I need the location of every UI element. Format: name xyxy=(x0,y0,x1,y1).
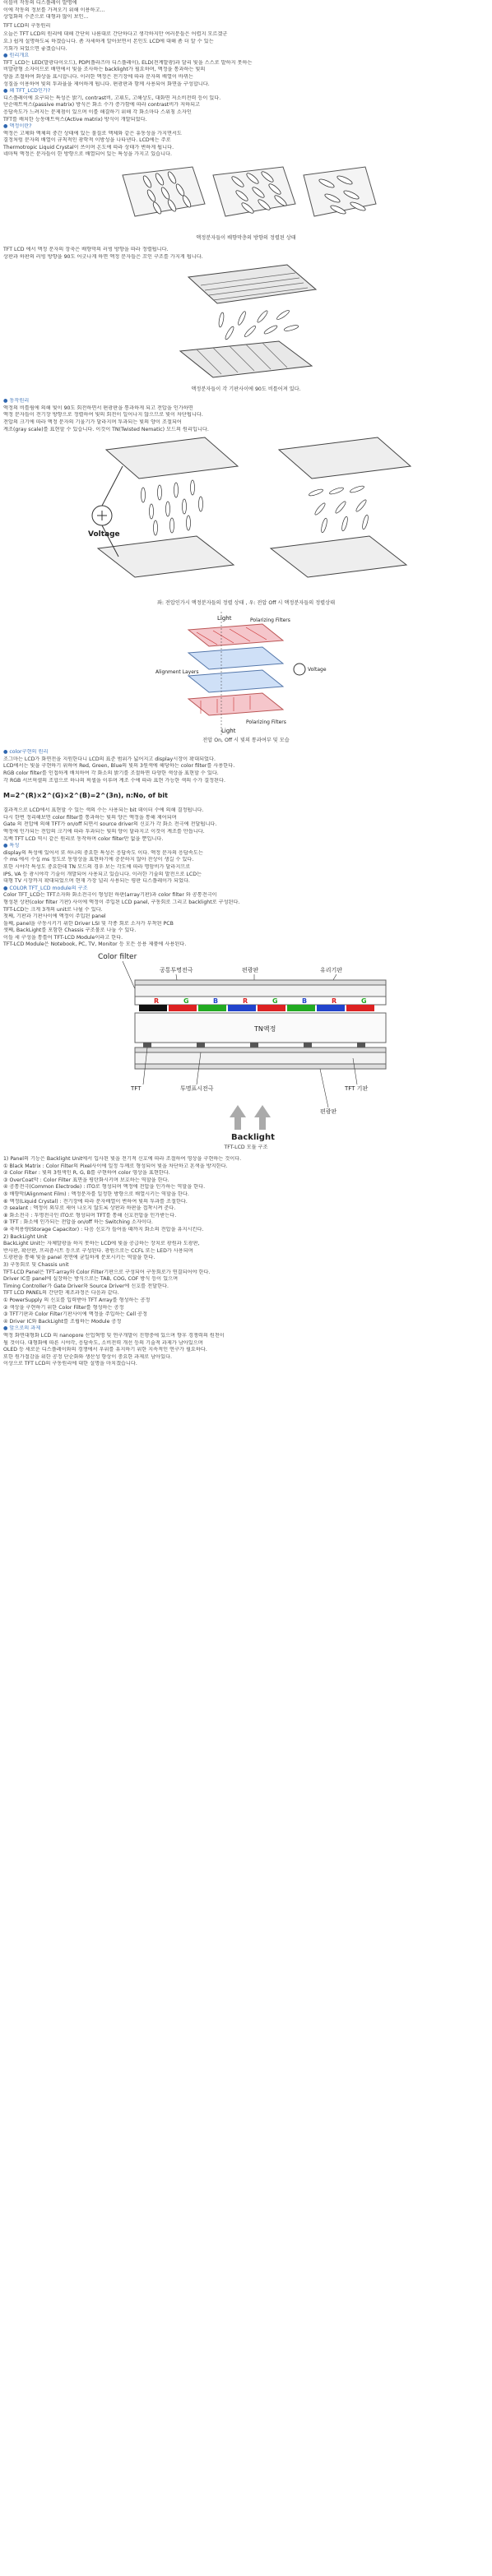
text-line: TFT_LCD는 LED(발광다이오드), PDP(플라즈마 디스플레이), ELD(전계발광)과 달리 빛을 스스로 발하지 못하는 xyxy=(3,59,253,66)
text-line: ⑦ sealant : 액정이 외부로 새어 나오지 않도록 상판과 하판을 접착시켜 준다. xyxy=(3,1205,176,1212)
text-line: TFT-LCD는 크게 3개의 unit로 나뉠 수 있다. xyxy=(3,906,103,913)
text-line: 응답속도가 느려지는 문제점이 있으며 이를 해결하기 위해 각 화소마다 스위칭 소자인 xyxy=(3,109,192,115)
text-line: 단순매트릭스(passive matrix) 방식은 화소 수가 증가함에 따라 contrast비가 저하되고 xyxy=(3,102,201,109)
pixel-electrode-label: 투명표시전극 xyxy=(180,1085,214,1093)
text-line: 디스플레이에 요구되는 특성은 밝기, contrast비, 고휘도, 고해상도, 대화면 저소비전력 등이 있다. xyxy=(3,95,221,101)
paragraph-feature xyxy=(0,850,492,886)
paragraph-future xyxy=(0,1333,492,1368)
text-line: 액정은 고체와 액체의 중간 상태에 있는 물질로 액체와 같은 유동성을 가지면서도 xyxy=(3,130,182,136)
paragraph-principle xyxy=(0,60,492,88)
text-line: ③ TFT기판과 Color Filter기판사이에 액정을 주입하는 Cell 공정 xyxy=(3,1311,147,1318)
text-line: 흑백 TFT LCD 역시 같은 원리로 동작하며 color filter만 없을 뿐입니다. xyxy=(3,835,164,842)
section-heading-color: ● color구현의 원리 xyxy=(3,749,49,756)
rgb-label: R xyxy=(154,997,160,1006)
polarizing-top-label: Polarizing Filters xyxy=(250,617,290,624)
section-heading-operation: ● 동작원리 xyxy=(3,398,30,405)
section-heading-pcb: 3) 구동회로 및 Chassis unit xyxy=(3,1261,69,1268)
paragraph-twist xyxy=(0,247,492,261)
text-line: 대형 TV 시장까지 확대되었으며 현재 가장 널리 사용되는 평판 디스플레이가 되었다. xyxy=(3,878,190,885)
text-line: 액정의 비틀림에 의해 빛이 90도 회전하면서 편광판을 통과하게 되고 전압을 인가하면 xyxy=(3,405,193,411)
text-line: Thermotropic Liquid Crystal이 쓰이며 온도에 따라 상태가 변하게 됩니다. xyxy=(3,144,174,150)
text-line: ⑩ 축적용량(Storage Capacitor) : 다음 신호가 들어올 때까지 화소의 전압을 유지시킨다. xyxy=(3,1227,204,1233)
text-line: TFT-LCD Panel은 TFT-array와 Color Filter기판으로 구성되어 구동회로가 연결되어야 한다. xyxy=(3,1269,211,1275)
alignment-plate-2 xyxy=(213,167,295,216)
text-line: 조그마는 LCD가 화면전을 지원한다니 LCD의 표준 범위가 넓어지고 display시장이 확대되었다. xyxy=(3,756,216,762)
text-line: 액정 화면대형화 LCD 의 nanopore 산업혁명 및 연구개발이 진행중에 있으며 향후 경쟁력의 원천이 xyxy=(3,1332,225,1339)
text-line: 이상으로 TFT LCD의 구동원리에 대한 설명을 마치겠습니다. xyxy=(3,1361,137,1367)
text-line: 또한 시야각 특성도 중요한데 TN 모드의 경우 보는 각도에 따라 명암비가 달라지므로 xyxy=(3,863,191,870)
polarizer-top-label: 편광판 xyxy=(242,967,259,974)
text-line: 상판과 하판의 러빙 방향을 90도 어긋나게 하면 액정 분자들은 꼬인 구조를 가지게 됩니다. xyxy=(3,253,203,260)
figure-caption-voltage: 좌: 전압인가시 액정분자들의 정렬 상태 , 우: 전압 Off 시 액정분자들의 정렬상태 xyxy=(156,600,336,607)
figure-caption-twisted: 액정분자들이 각 기판사이에 90도 비틀어져 있다. xyxy=(191,386,301,393)
section-heading-future: ● 앞으로의 과제 xyxy=(3,1325,41,1332)
text-line: ③ OverCoat막 : Color Filter 표면을 평탄화시키며 보호하는 역할을 한다. xyxy=(3,1177,169,1183)
text-line: LCD에서는 빛을 구현하기 위하여 Red, Green, Blue의 빛의 3원색에 해당하는 color filter를 사용한다. xyxy=(3,763,235,770)
text-line: ② 색상을 구현하기 위한 Color Filter를 형성하는 공정 xyxy=(3,1304,124,1311)
tft-elements xyxy=(143,1043,365,1048)
text-line: 결과적으로 LCD에서 표현할 수 있는 색의 수는 사용되는 bit 데이터 수에 의해 결정됩니다. xyxy=(3,807,204,814)
text-line: 양을 조절하여 화상을 표시합니다. 이러한 액정은 전기장에 따라 분자의 배열이 바뀌는 xyxy=(3,73,193,80)
rgb-label: G xyxy=(272,997,278,1006)
rgb-label: B xyxy=(213,997,219,1006)
polarizing-filters-figure xyxy=(139,612,353,735)
section-heading-liquid-crystal: ● 액정이란? xyxy=(3,123,32,130)
text-line: ⑥ 액정(Liquid Crystal) : 전기장에 따라 분자배열이 변하여 빛의 투과를 조절한다. xyxy=(3,1198,188,1205)
lc-layer-label: TN액정 xyxy=(254,1025,276,1034)
intro-line: 이블비 작동의 디스플레이 발명에 xyxy=(3,0,77,6)
text-line: 결정처럼 분자의 배열이 규칙적인 광학적 이방성을 나타낸다. LCD에는 주로 xyxy=(3,137,171,144)
text-line: ② Color Filter : 빛의 3원색인 R, G, B를 구현하여 color 영상을 표현한다. xyxy=(3,1170,170,1177)
section-heading-principle: ● 원리개요 xyxy=(3,53,30,59)
figure-caption-polarizing: 전압 On, Off 시 빛의 통과여부 및 모습 xyxy=(202,738,290,744)
text-line: 첫째, 기판과 기판사이에 액정이 주입된 panel xyxy=(3,913,106,920)
text-line: Driver IC를 panel에 실장하는 방식으로는 TAB, COG, COF 방식 등이 있으며 xyxy=(3,1276,179,1283)
intro-line: 이에 작동의 정보를 가져오기 위해 이용하고... xyxy=(3,7,105,13)
text-line: 비발광형 소자이므로 배면에서 빛을 조사하는 backlight가 필요하며, 액정을 통과하는 빛의 xyxy=(3,67,206,73)
text-line: TFT-LCD Module은 Notebook, PC, TV, Monitor 등 모든 응용 제품에 사용된다. xyxy=(3,941,187,948)
rgb-label: R xyxy=(332,997,337,1006)
paragraph-pcb xyxy=(0,1270,492,1326)
cross-section xyxy=(135,980,386,1069)
text-line: display의 특성에 있어서 또 하나의 중요한 특성은 응답속도 이다. 액정 분자의 응답속도는 xyxy=(3,849,203,856)
figure-caption-alignment: 액정분자들이 배향막층의 방향의 정렬된 상태 xyxy=(196,235,296,242)
paragraph-why xyxy=(0,95,492,123)
text-line: 반사판, 확산판, 프리즘시트 등으로 구성된다. 광원으로는 CCFL 또는 LED가 사용되며 xyxy=(3,1247,193,1254)
rgb-label: B xyxy=(302,997,308,1006)
common-electrode-label: 공통투명전극 xyxy=(160,967,193,974)
voltage-on-off-figure xyxy=(73,433,419,598)
text-line: 1) Panel의 기능은 Backlight Unit에서 입사된 빛을 전기적 신호에 따라 조절하여 영상을 구현하는 것이다. xyxy=(3,1156,242,1163)
rgb-label: R xyxy=(243,997,248,1006)
text-line: TFT를 배치한 능동매트릭스(Active matrix) 방식이 개발되었다. xyxy=(3,116,147,123)
text-line: ① Black Matrix : Color Filter의 Pixel사이에 일정 두께로 형성되어 빛을 차단하고 혼색을 방지한다. xyxy=(3,1163,228,1169)
page-title: TFT LCD의 구동원리 xyxy=(3,22,51,29)
voltage-off-stack xyxy=(271,437,411,577)
text-line: 액정 분자들이 전기장 방향으로 정렬하여 빛의 회전이 일어나지 않으므로 빛이 차단됩니다. xyxy=(3,412,203,419)
alignment-plate-1 xyxy=(123,167,205,216)
alignment-layer-figure xyxy=(114,159,378,233)
intro-block xyxy=(0,0,492,21)
module-structure-figure xyxy=(73,949,419,1142)
section-heading-module: ● COLOR TFT_LCD module의 구조 xyxy=(3,885,88,891)
paragraph-module xyxy=(0,892,492,949)
rgb-label: G xyxy=(361,997,367,1006)
text-line: 이들 세 구성을 통틀어 TFT-LCD Module이라고 한다. xyxy=(3,934,123,941)
text-line: 될 것이다. 대형화에 따른 시야각, 응답속도, 소비전력 개선 등의 기술적 과제가 남아있으며 xyxy=(3,1339,203,1346)
text-line: 오늘은 TFT LCD의 원리에 대해 간단히 나름대로 간단하다고 생각하지만 여러분들은 어렵지 모르겠군 xyxy=(3,31,228,38)
twisted-layers-figure xyxy=(164,261,328,384)
text-line: TFT LCD 에서 액정 분자의 장축은 배향막의 러빙 방향을 따라 정렬됩니다. xyxy=(3,247,169,253)
polarizer-bottom-label: 편광판 xyxy=(320,1108,337,1116)
text-line: RGB color filter를 인접하게 배치하여 각 화소의 밝기를 조절하면 다양한 색상을 표현할 수 있다. xyxy=(3,770,219,776)
text-line: 형성된 상판(color filter 기판) 사이에 액정이 주입된 LCD panel, 구동회로 그리고 backlight로 구성된다. xyxy=(3,899,240,905)
text-line: IPS, VA 등 광시야각 기술이 개발되어 사용되고 있습니다. 이러한 기술의 발전으로 LCD는 xyxy=(3,871,202,877)
text-line: 둘째, panel을 구동시키기 위한 Driver LSI 및 각종 회로 소자가 부착된 PCB xyxy=(3,920,174,927)
text-line: 성질을 이용하여 빛의 투과율을 제어하게 됩니다. 편광판과 함께 사용되어 화면을 구성합니다. xyxy=(3,81,210,87)
text-line: Timing Controller가 Gate Driver와 Source Driver에 신호를 전달한다. xyxy=(3,1283,169,1289)
paragraph-operation xyxy=(0,405,492,433)
text-line: 전압의 크기에 따라 액정 분자의 기울기가 달라지며 투과되는 빛의 양이 조절되어 xyxy=(3,419,182,426)
text-line: ① PowerSupply 의 신호를 입력받아 TFT Array를 형성하는 공정 xyxy=(3,1297,151,1303)
filter-stack xyxy=(188,612,283,735)
section-heading-why: ● 왜 TFT_LCD인가? xyxy=(3,88,51,95)
text-line: ⑨ TFT : 화소에 인가되는 전압을 on/off 하는 Switching 소자이다. xyxy=(3,1219,153,1226)
color-filter-label: Color filter xyxy=(98,953,137,962)
polarizing-bottom-label: Polarizing Filters xyxy=(246,719,286,726)
text-line: OLED 등 새로운 디스플레이와의 경쟁에서 우위를 유지하기 위한 지속적인 연구가 필요하다. xyxy=(3,1347,207,1353)
text-line: ⑧ 화소전극 : 투명전극인 ITO로 형성되며 TFT를 통해 신호전압을 인가받는다. xyxy=(3,1212,177,1219)
alignment-label: Alignment Layers xyxy=(155,669,199,676)
text-line: 네마틱 액정은 분자들이 한 방향으로 배열되어 있는 특성을 가지고 있습니다. xyxy=(3,151,172,158)
text-line: 기회가 되었으면 좋겠습니다. xyxy=(3,45,67,52)
glass-substrate-label: 유리기판 xyxy=(320,967,343,974)
text-line: ④ 공통전극(Common Electrode) : ITO로 형성되며 액정에 전압을 인가하는 역할을 한다. xyxy=(3,1184,206,1191)
figure-caption-module: TFT-LCD 모듈 구조 xyxy=(224,1145,268,1151)
text-line: Color TFT_LCD는 TFT소자와 화소전극이 형성된 하판(array기판)과 color filter 와 공통전극이 xyxy=(3,892,217,899)
paragraph-intro xyxy=(0,31,492,53)
voltage-on-stack xyxy=(88,437,238,577)
rgb-label: G xyxy=(183,997,189,1006)
text-line: Gate 의 전압에 의해 TFT가 on/off 되면서 source driver의 신호가 각 화소 전극에 전달됩니다. xyxy=(3,821,217,828)
intro-line: 상업화의 수준으로 대형과 많이 보인... xyxy=(3,14,89,21)
tft-substrate-label: TFT 기판 xyxy=(345,1085,369,1093)
voltage-source-icon xyxy=(294,664,305,675)
text-line: 액정에 인가되는 전압의 크기에 따라 투과되는 빛의 양이 달라지고 이것이 계조를 만듭니다. xyxy=(3,828,205,835)
voltage-label: Voltage xyxy=(88,530,120,539)
section-heading-backlight: 2) BackLight Unit xyxy=(3,1233,48,1240)
text-line: TFT LCD PANEL의 간단한 제조과정은 다음과 같다. xyxy=(3,1290,119,1297)
paragraph-liquid-crystal xyxy=(0,131,492,159)
alignment-plate-3 xyxy=(304,167,376,216)
color-formula: M=2^(R)×2^(G)×2^(B)=2^(3n), n:No, of bit xyxy=(3,792,168,800)
top-ridged-plate xyxy=(188,265,316,303)
text-line: ⑤ 배향막(Alignment Film) : 액정분자를 일정한 방향으로 배열시키는 역할을 한다. xyxy=(3,1191,189,1198)
text-line: 도광판을 통해 빛을 panel 전면에 균일하게 분포시키는 역할을 한다. xyxy=(3,1255,155,1261)
text-line: 계조(gray scale)를 표현할 수 있습니다. 이것이 TN(Twisted Nematic) 모드의 원리입니다. xyxy=(3,426,209,432)
bottom-ridged-plate xyxy=(180,341,312,377)
section-heading-feature: ● 특성 xyxy=(3,843,20,849)
text-line: 셋째, BackLight를 포함한 Chassis 구조물로 나눌 수 있다. xyxy=(3,927,137,934)
text-line: 각 RGB 서브픽셀의 조합으로 하나의 픽셀을 이루며 계조 수에 따라 표현 가능한 색의 수가 결정된다. xyxy=(3,777,225,784)
text-line: BackLight Unit는 자체발광을 하지 못하는 LCD에 빛을 공급하는 장치로 광원과 도광판, xyxy=(3,1241,200,1247)
text-line: ④ Driver IC와 BackLight를 조립하는 Module 공정 xyxy=(3,1318,122,1325)
tft-label: TFT xyxy=(131,1085,142,1093)
paragraph-color-2 xyxy=(0,807,492,843)
voltage-label-2: Voltage xyxy=(308,667,327,673)
text-line: 요.) 쉽게 설명하도록 하겠습니다. 좀 자세하게 알아보면서 본인도 LCD에 대해 좀 더 알 수 있는 xyxy=(3,38,214,44)
paragraph-backlight xyxy=(0,1241,492,1262)
text-line: 다시 한번 정리해보면 color filter를 통과하는 빛의 양은 액정을 통해 제어되며 xyxy=(3,814,177,821)
backlight-arrows xyxy=(230,1105,271,1130)
light-top-label: Light xyxy=(217,615,232,622)
paragraph-panel xyxy=(0,1156,492,1234)
text-line: 또한 원가절감을 위한 공정 단순화와 생산성 향상이 중요한 과제로 남아있다. xyxy=(3,1353,172,1360)
backlight-label: Backlight xyxy=(231,1133,275,1143)
twisted-molecules xyxy=(218,309,299,340)
light-bottom-label: Light xyxy=(221,728,236,735)
text-line: 수 ms 에서 수십 ms 정도로 동영상을 표현하기에 충분하지 않아 잔상이 생길 수 있다. xyxy=(3,857,194,863)
paragraph-color xyxy=(0,756,492,784)
